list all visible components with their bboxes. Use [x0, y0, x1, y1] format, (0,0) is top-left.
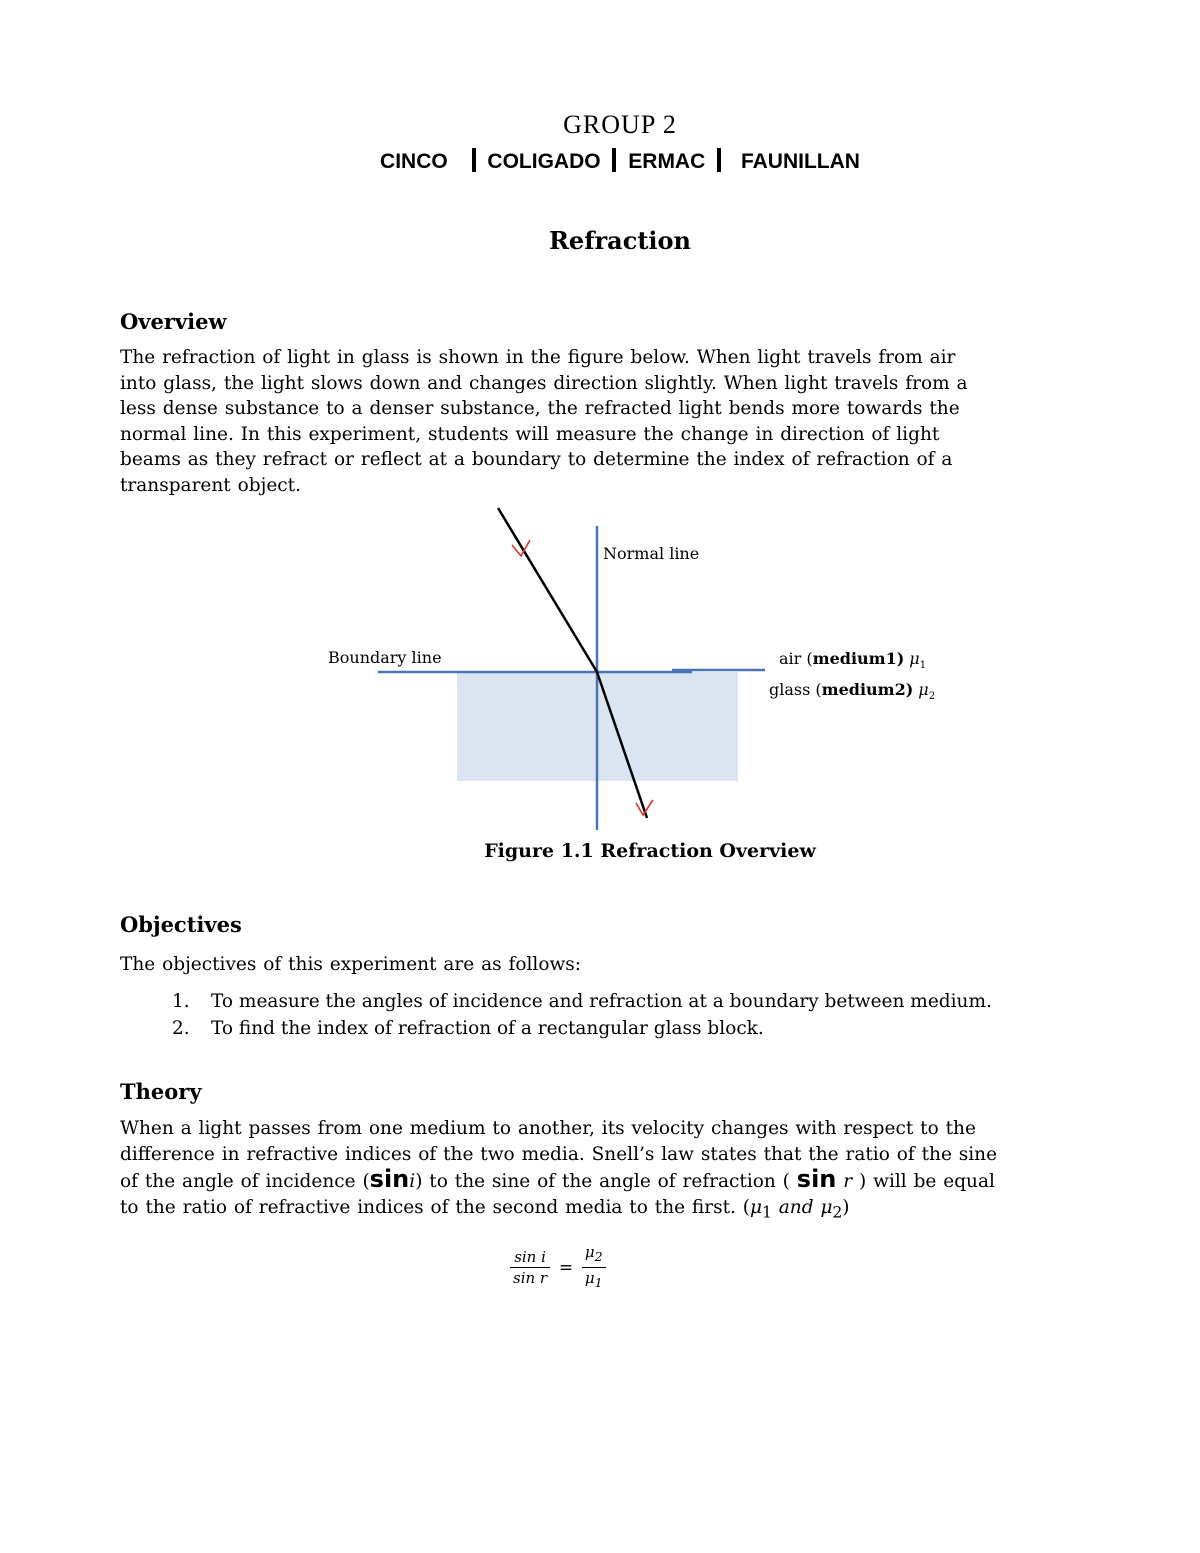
member-name: FAUNILLAN: [740, 150, 860, 173]
objectives-intro: The objectives of this experiment are as follows:: [120, 954, 582, 975]
mu-symbol: μ: [584, 1243, 595, 1261]
objectives-list: [172, 988, 992, 1042]
list-item: [172, 988, 992, 1015]
paragraph-line: difference in refractive indices of the two media. Snell’s law states that the ratio of the sine: [120, 1143, 998, 1165]
paragraph-line: into glass, the light slows down and changes direction slightly. When light travels from a: [120, 372, 968, 394]
name-separator: [612, 148, 616, 172]
right-fraction: [582, 1242, 606, 1293]
mu-symbol: μ: [584, 1269, 595, 1287]
text-span: and: [771, 1196, 821, 1218]
paragraph-line: less dense substance to a denser substance, the refracted light bends more towards the: [120, 398, 960, 419]
theory-paragraph: [120, 1116, 1080, 1226]
text-span: ) to the sine of the angle of refraction (: [415, 1171, 797, 1192]
paragraph-line: The refraction of light in glass is shown in the figure below. When light travels from air: [120, 347, 956, 368]
text-span: of the angle of incidence (: [120, 1171, 370, 1192]
document-title: Refraction: [548, 226, 691, 255]
angle-i: i: [409, 1171, 416, 1192]
member-names: [0, 148, 1200, 174]
text-span: ): [842, 1196, 850, 1218]
subscript: 1: [594, 1275, 603, 1290]
list-item: [172, 1015, 956, 1042]
group-title: GROUP 2: [563, 110, 677, 139]
mu-symbol: μ: [750, 1196, 763, 1218]
incident-ray: [498, 508, 597, 672]
normal-line-label: Normal line: [603, 544, 700, 563]
objectives-heading: Objectives: [120, 912, 242, 937]
equals-sign: =: [558, 1257, 574, 1278]
snells-law-formula: [510, 1242, 606, 1293]
boundary-line-label: Boundary line: [328, 648, 442, 667]
list-item-text: To find the index of refraction of a rectangular glass block.: [211, 1018, 764, 1039]
paragraph-line: beams as they refract or reflect at a boundary to determine the index of refraction of a: [120, 449, 953, 470]
fraction-numerator: sin i: [510, 1247, 550, 1268]
glass-medium-label: glass (medium2) $\mu_2$: [769, 680, 936, 702]
overview-paragraph: [120, 345, 1080, 498]
member-name: CINCO: [380, 150, 448, 173]
subscript: 1: [762, 1203, 772, 1222]
air-medium-label: air (medium1) $\mu_1$: [779, 649, 927, 671]
sin-symbol: sin: [796, 1165, 837, 1193]
name-separator: [472, 148, 476, 172]
mu-symbol: μ: [820, 1196, 833, 1218]
text-span: ) will be equal: [852, 1171, 995, 1192]
member-name: ERMAC: [628, 150, 706, 173]
fraction-denominator: [582, 1268, 606, 1293]
list-item-text: To measure the angles of incidence and refraction at a boundary between medium.: [211, 991, 992, 1012]
fraction-denominator: sin r: [513, 1269, 548, 1287]
left-fraction: [510, 1247, 550, 1288]
refraction-diagram: [0, 500, 1200, 840]
theory-heading: Theory: [120, 1079, 202, 1104]
angle-r: r: [843, 1171, 853, 1192]
subscript: 2: [594, 1249, 603, 1264]
paragraph-line: When a light passes from one medium to another, its velocity changes with respect to the: [120, 1118, 976, 1139]
fraction-numerator: [582, 1242, 606, 1268]
member-name: COLIGADO: [487, 150, 601, 173]
text-span: to the ratio of refractive indices of the second media to the first. (: [120, 1196, 751, 1218]
overview-heading: Overview: [120, 309, 227, 334]
subscript: 2: [832, 1203, 843, 1222]
list-item-number: 1.: [172, 991, 190, 1012]
list-item-number: 2.: [172, 1018, 190, 1039]
paragraph-line: [120, 1195, 1080, 1226]
paragraph-line: [120, 1167, 1080, 1195]
paragraph-line: transparent object.: [120, 474, 301, 496]
figure-caption: Figure 1.1 Refraction Overview: [484, 840, 816, 862]
name-separator: [717, 148, 721, 172]
paragraph-line: normal line. In this experiment, students will measure the change in direction of light: [120, 423, 940, 445]
sin-symbol: sin: [369, 1165, 410, 1193]
